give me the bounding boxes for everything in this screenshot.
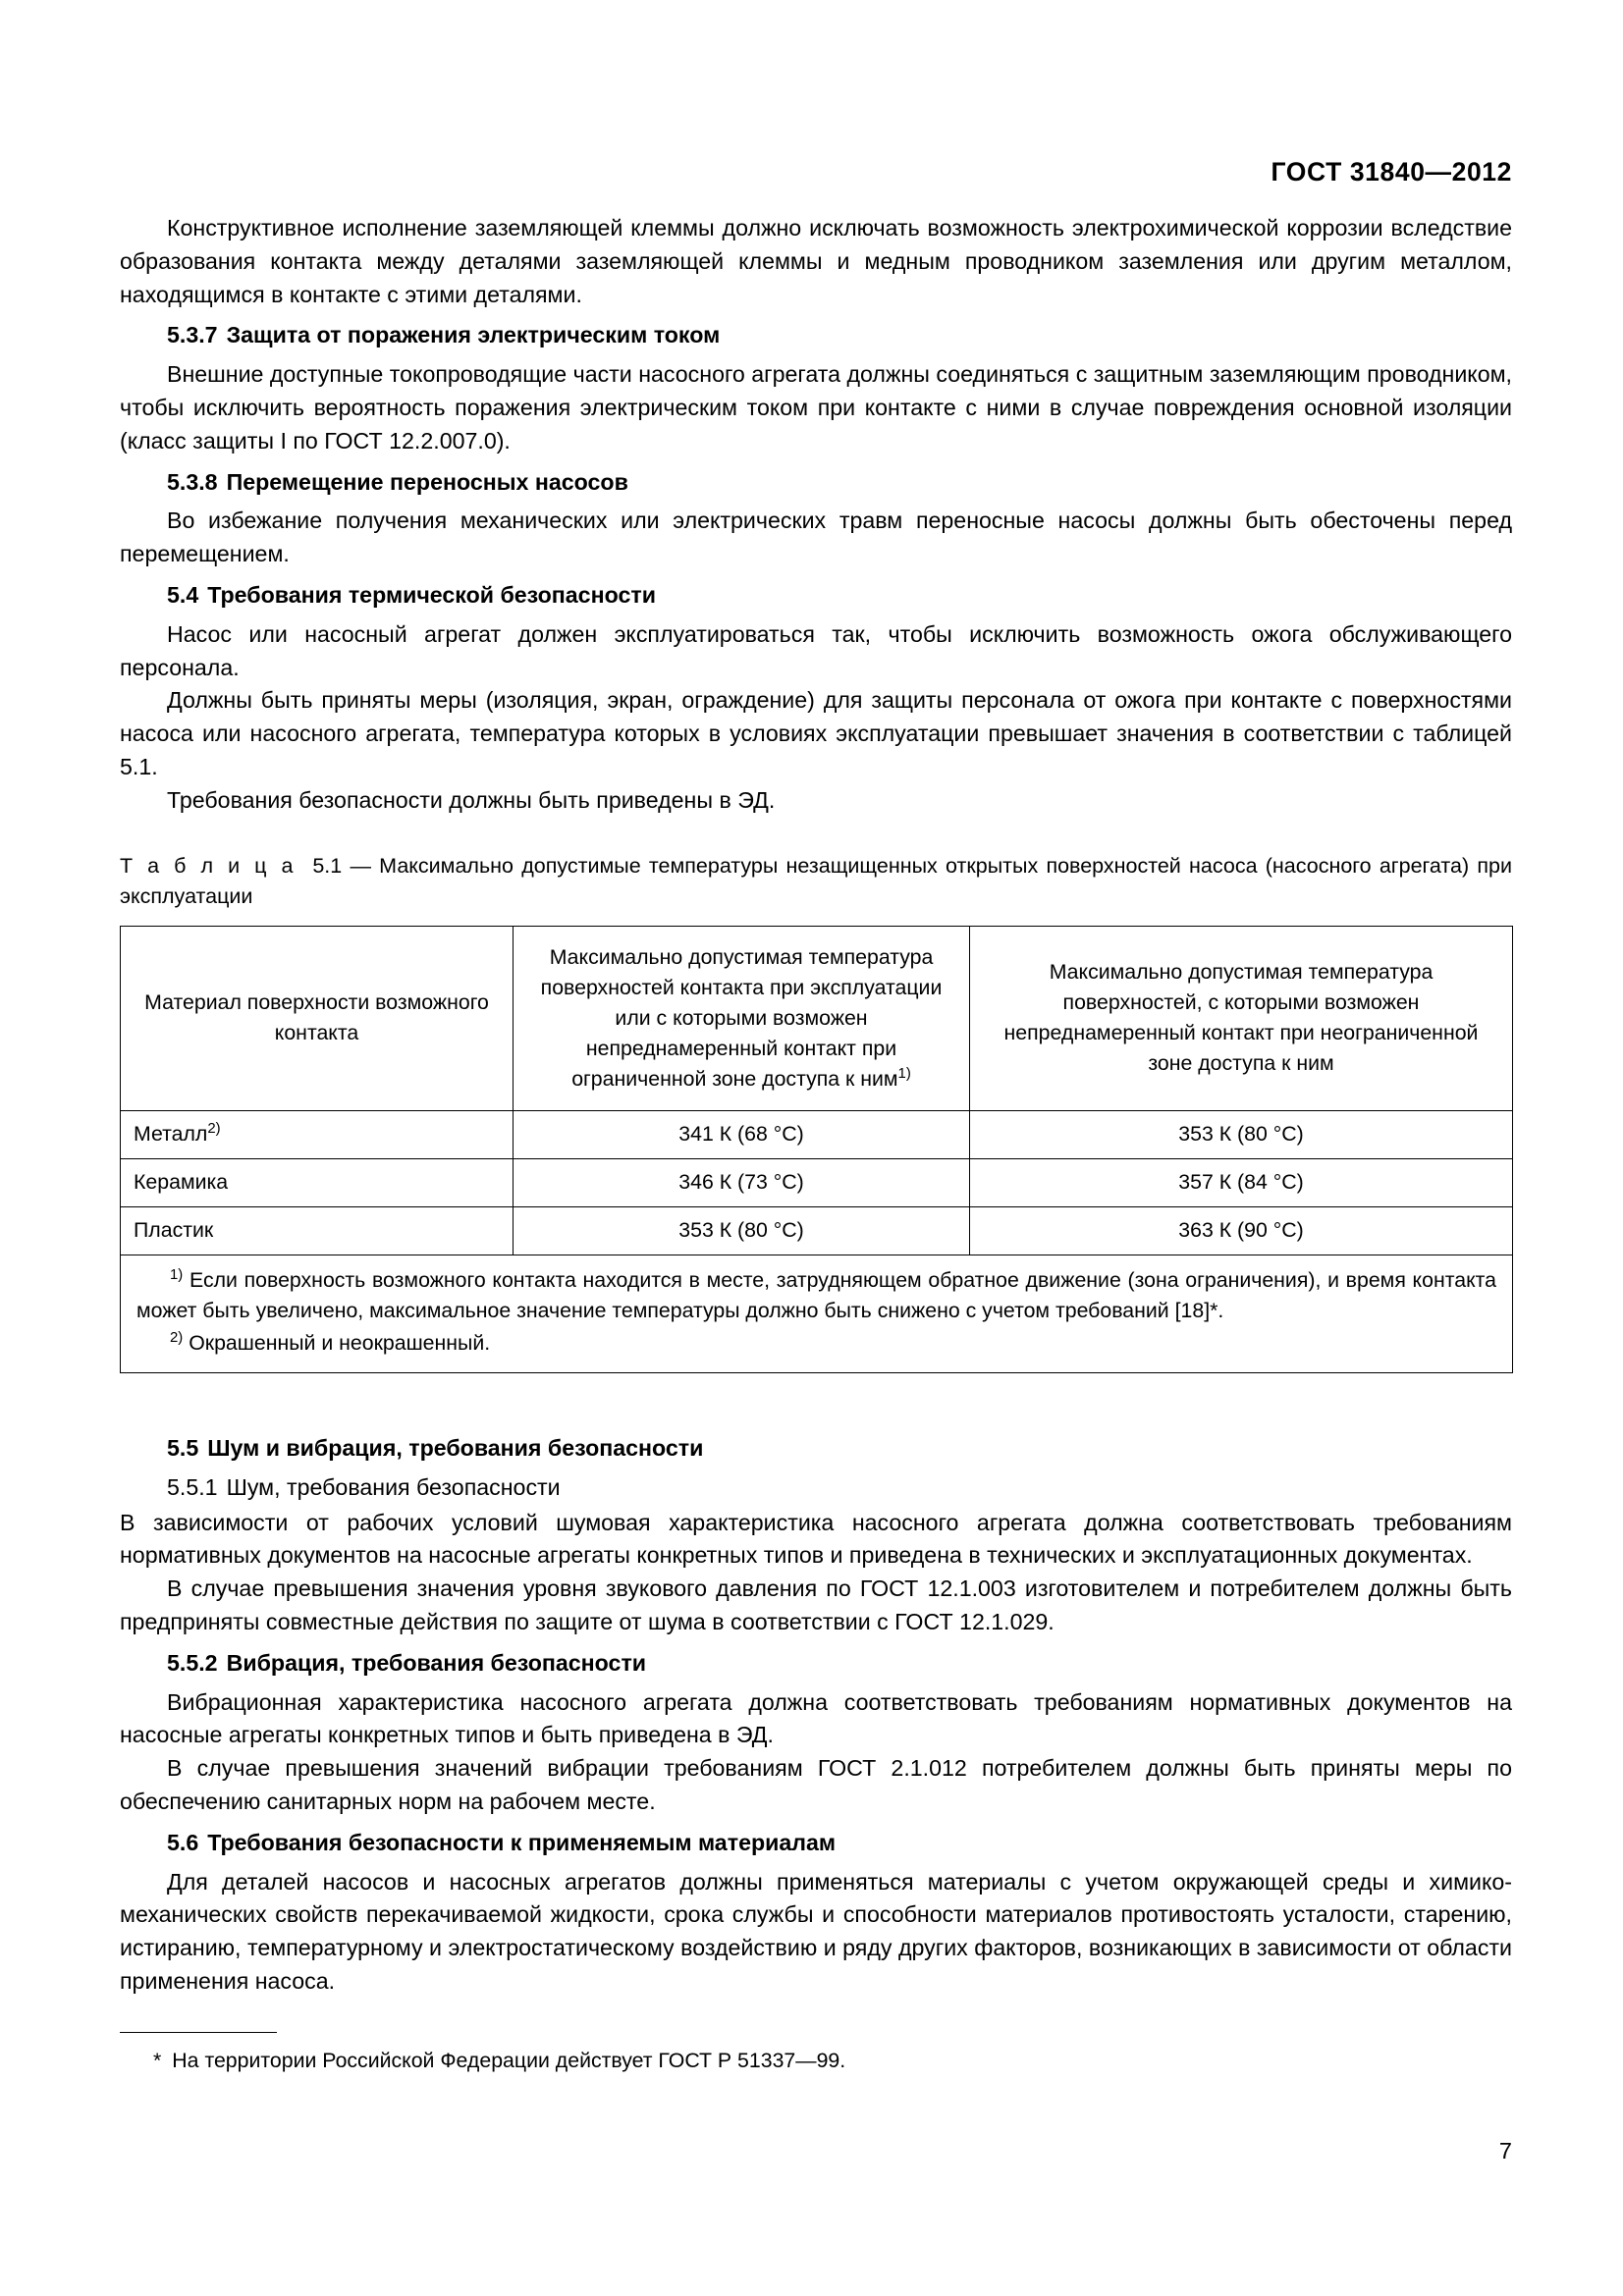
heading-5-3-7-number: 5.3.7 — [167, 322, 218, 348]
footnote-separator-rule — [120, 2032, 277, 2033]
table-cell-limited: 341 К (68 °С) — [514, 1110, 970, 1158]
table-cell-unlimited: 363 К (90 °С) — [970, 1206, 1513, 1255]
table-header-footnote-marker-1: 1) — [897, 1065, 911, 1082]
heading-5-4-title: Требования термической безопасности — [207, 581, 656, 608]
heading-5-5-1-number: 5.5.1 — [167, 1473, 218, 1500]
heading-5-4 — [120, 579, 1512, 613]
paragraph-5-6: Для деталей насосов и насосных агрегатов должны применяться материалы с учетом окружающей среды и химико-механических свойств перекачиваемой жидкости, срока службы и способности материалов противостоять усталости, старению, истиранию, температурному и электростатическому воздействию и ряду других факторов, возникающих в зависимости от области применения насоса. — [120, 1868, 1512, 1994]
table-row — [121, 1206, 1513, 1255]
heading-5-5-title: Шум и вибрация, требования безопасности — [207, 1435, 704, 1462]
intro-paragraph: Конструктивное исполнение заземляющей клеммы должно исключать возможность электрохимической коррозии вследствие образования контакта между деталями заземляющей клеммы и медным проводником заземления или другим металлом, находящимся в контакте с этими деталями. — [120, 215, 1512, 307]
heading-5-5-1-title: Шум, требования безопасности — [226, 1473, 561, 1500]
table-note-2-marker: 2) — [170, 1329, 184, 1346]
table-notes-cell — [121, 1255, 1513, 1373]
heading-5-5-1 — [120, 1471, 1512, 1505]
table-cell-material — [121, 1110, 514, 1158]
table-row — [121, 1110, 1513, 1158]
paragraph-5-3-8: Во избежание получения механических или электрических травм переносные насосы должны быть обесточены перед перемещением. — [120, 507, 1512, 567]
spacer-after-table-2 — [120, 1407, 1512, 1424]
paragraph-5-5-1-b: В случае превышения значения уровня звукового давления по ГОСТ 12.1.003 изготовителем и потребителем должны быть предприняты совместные действия по защите от шума в соответствии с ГОСТ 12.1.029. — [120, 1575, 1512, 1635]
table-cell-material: Пластик — [121, 1206, 514, 1255]
table-caption-text: — Максимально допустимые температуры незащищенных открытых поверхностей насоса (насосного агрегата) при эксплуатации — [120, 853, 1512, 908]
paragraph-5-5-2-a: Вибрационная характеристика насосного агрегата должна соответствовать требованиям нормативных документов на насосные агрегаты конкретных типов и быть приведена в ЭД. — [120, 1688, 1512, 1748]
table-note-1-text: Если поверхность возможного контакта находится в месте, затрудняющем обратное движение (зона ограничения), и время контакта может быть увеличено, максимальное значение температуры должно быть снижено с учетом требований [18]*. — [136, 1267, 1496, 1323]
heading-5-6-number: 5.6 — [167, 1829, 199, 1855]
heading-5-5-2-number: 5.5.2 — [167, 1649, 218, 1676]
table-header-limited-access-text: Максимально допустимая температура поверхностей контакта при эксплуатации или с которыми возможен непреднамеренный контакт при ограниченной зоне доступа к ним — [540, 944, 943, 1091]
heading-5-3-8 — [120, 466, 1512, 500]
table-cell-limited: 353 К (80 °С) — [514, 1206, 970, 1255]
spacer-after-table — [120, 1373, 1512, 1407]
heading-5-6 — [120, 1827, 1512, 1860]
heading-5-5-2 — [120, 1647, 1512, 1681]
paragraph-5-4-1: Насос или насосный агрегат должен эксплуатироваться так, чтобы исключить возможность ожога обслуживающего персонала. — [120, 620, 1512, 680]
page-footnote — [120, 2046, 1512, 2076]
page-footnote-text: На территории Российской Федерации действует ГОСТ Р 51337—99. — [172, 2048, 846, 2072]
table-5-1 — [120, 926, 1513, 1374]
heading-5-5-number: 5.5 — [167, 1435, 199, 1462]
paragraph-5-4-2: Должны быть приняты меры (изоляция, экран, ограждение) для защиты персонала от ожога при контакте с поверхностями насоса или насосного агрегата, температура которых в условиях эксплуатации превышает значения в соответствии с таблицей 5.1. — [120, 687, 1512, 779]
table-cell-material: Керамика — [121, 1158, 514, 1206]
spacer-before-table — [120, 818, 1512, 851]
paragraph-5-4-3: Требования безопасности должны быть приведены в ЭД. — [167, 786, 776, 813]
spacer-before-footnote — [120, 1999, 1512, 2032]
document-header-standard-number: ГОСТ 31840—2012 — [1271, 157, 1512, 187]
table-header-unlimited-access: Максимально допустимая температура поверхностей, с которыми возможен непреднамеренный контакт при неограниченной зоне доступа к ним — [970, 926, 1513, 1110]
paragraph-5-5-2-b: В случае превышения значений вибрации требованиям ГОСТ 2.1.012 потребителем должны быть приняты меры по обеспечению санитарных норм на рабочем месте. — [120, 1755, 1512, 1815]
heading-5-3-8-title: Перемещение переносных насосов — [226, 468, 628, 495]
heading-5-3-7 — [120, 319, 1512, 352]
page-footnote-marker: * — [153, 2048, 162, 2072]
table-notes-row — [121, 1255, 1513, 1373]
table-cell-limited: 346 К (73 °С) — [514, 1158, 970, 1206]
paragraph-5-5-1-a: В зависимости от рабочих условий шумовая характеристика насосного агрегата должна соответствовать требованиям нормативных документов на насосные агрегаты конкретных типов и приведена в технических и эксплуатационных документах. — [120, 1509, 1512, 1569]
table-note-2-text: Окрашенный и неокрашенный. — [189, 1330, 491, 1355]
table-cell-footnote-marker-2: 2) — [207, 1120, 221, 1137]
heading-5-3-7-title: Защита от поражения электрическим током — [226, 322, 721, 348]
paragraph-5-3-7: Внешние доступные токопроводящие части насосного агрегата должны соединяться с защитным заземляющим проводником, чтобы исключить вероятность поражения электрическим током при контакте с ними в случае повреждения основной изоляции (класс защиты I по ГОСТ 12.2.007.0). — [120, 361, 1512, 454]
table-cell-unlimited: 357 К (84 °С) — [970, 1158, 1513, 1206]
table-note-2 — [136, 1328, 1496, 1360]
heading-5-5-2-title: Вибрация, требования безопасности — [226, 1649, 647, 1676]
heading-5-4-number: 5.4 — [167, 581, 199, 608]
table-cell-material-text: Металл — [134, 1122, 208, 1147]
heading-5-5 — [120, 1432, 1512, 1466]
table-note-1 — [136, 1265, 1496, 1327]
heading-5-6-title: Требования безопасности к применяемым материалам — [207, 1829, 837, 1855]
table-header-limited-access — [514, 926, 970, 1110]
table-5-1-caption — [120, 851, 1512, 912]
table-caption-label: Т а б л и ц а — [120, 853, 297, 878]
table-cell-unlimited: 353 К (80 °С) — [970, 1110, 1513, 1158]
table-note-1-marker: 1) — [170, 1266, 184, 1283]
table-row — [121, 1158, 1513, 1206]
table-header-material: Материал поверхности возможного контакта — [121, 926, 514, 1110]
table-caption-number: 5.1 — [312, 853, 343, 878]
page-number: 7 — [1498, 2138, 1512, 2163]
page-content — [120, 212, 1512, 2097]
heading-5-3-8-number: 5.3.8 — [167, 468, 218, 495]
table-header-row — [121, 926, 1513, 1110]
